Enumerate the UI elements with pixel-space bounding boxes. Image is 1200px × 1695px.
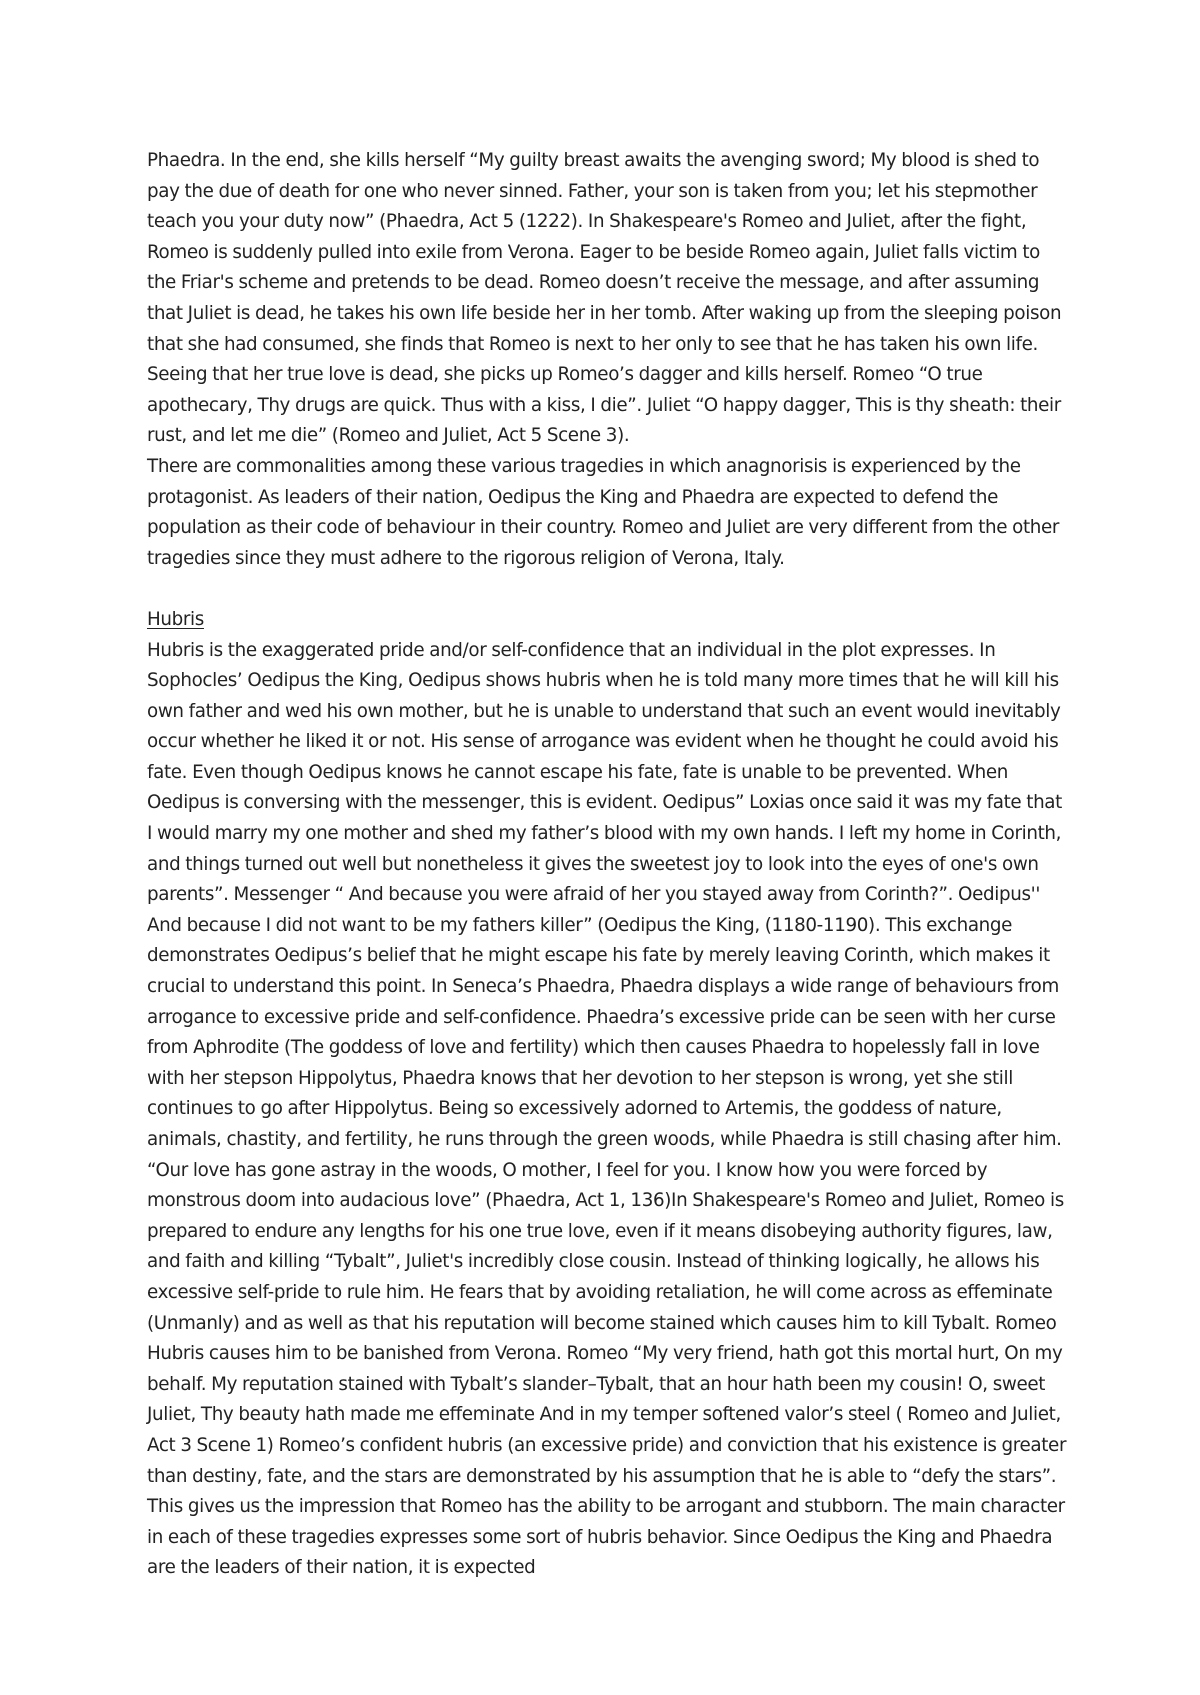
paragraph-commonalities: There are commonalities among these various tragedies in which anagnorisis is experienced by the protagonist. As leaders of their nation, Oedipus the King and Phaedra are expected to defend the population as their code of behaviour in their country. Romeo and Juliet are very different from the other tragedies since they must adhere to the rigorous religion of Verona, Italy. [147,455,1060,569]
paragraph-spacer [147,574,1069,605]
paragraph-hubris: Hubris is the exaggerated pride and/or self-confidence that an individual in the plot expresses. In Sophocles’ Oedipus the King, Oedipus shows hubris when he is told many more times that he will kill his own father and wed his own mother, but he is unable to understand that such an event would inevitably occur whether he liked it or not. His sense of arrogance was evident when he thought he could avoid his fate. Even though Oedipus knows he cannot escape his fate, fate is unable to be prevented. When Oedipus is conversing with the messenger, this is evident. Oedipus” Loxias once said it was my fate that I would marry my one mother and shed my father’s blood with my own hands. I left my home in Corinth, and things turned out well but nonetheless it gives the sweetest joy to look into the eyes of one's own parents”. Messenger “ And because you were afraid of her you stayed away from Corinth?”. Oedipus'' And because I did not want to be my fathers killer” (Oedipus the King, (1180-1190). This exchange demonstrates Oedipus’s belief that he might escape his fate by merely leaving Corinth, which makes it crucial to understand this point. In Seneca’s Phaedra, Phaedra displays a wide range of behaviours from arrogance to excessive pride and self-confidence. Phaedra’s excessive pride can be seen with her curse from Aphrodite (The goddess of love and fertility) which then causes Phaedra to hopelessly fall in love with her stepson Hippolytus, Phaedra knows that her devotion to her stepson is wrong, yet she still continues to go after Hippolytus. Being so excessively adorned to Artemis, the goddess of nature, animals, chastity, and fertility, he runs through the green woods, while Phaedra is still chasing after him. “Our love has gone astray in the woods, O mother, I feel for you. I know how you were forced by monstrous doom into audacious love” (Phaedra, Act 1, 136)In Shakespeare's Romeo and Juliet, Romeo is prepared to endure any lengths for his one true love, even if it means disobeying authority figures, law, and faith and killing “Tybalt”, Juliet's incredibly close cousin. Instead of thinking logically, he allows his excessive self-pride to rule him. He fears that by avoiding retaliation, he will come across as effeminate (Unmanly) and as well as that his reputation will become stained which causes him to kill Tybalt. Romeo Hubris causes him to be banished from Verona. Romeo “My very friend, hath got this mortal hurt, On my behalf. My reputation stained with Tybalt’s slander–Tybalt, that an hour hath been my cousin! O, sweet Juliet, Thy beauty hath made me effeminate And in my temper softened valor’s steel ( Romeo and Juliet, Act 3 Scene 1) Romeo’s confident hubris (an excessive pride) and conviction that his existence is greater than destiny, fate, and the stars are demonstrated by his assumption that he is able to “defy the stars”. This gives us the impression that Romeo has the ability to be arrogant and stubborn. The main character in each of these tragedies expresses some sort of hubris behavior. Since Oedipus the King and Phaedra are the leaders of their nation, it is expected [147,639,1067,1579]
document-body [147,146,1069,1584]
paragraph-phaedra-romeo-deaths: Phaedra. In the end, she kills herself “My guilty breast awaits the avenging sword; My blood is shed to pay the due of death for one who never sinned. Father, your son is taken from you; let his stepmother teach you your duty now” (Phaedra, Act 5 (1222). In Shakespeare's Romeo and Juliet, after the fight, Romeo is suddenly pulled into exile from Verona. Eager to be beside Romeo again, Juliet falls victim to the Friar's scheme and pretends to be dead. Romeo doesn’t receive the message, and after assuming that Juliet is dead, he takes his own life beside her in her tomb. After waking up from the sleeping poison that she had consumed, she finds that Romeo is next to her only to see that he has taken his own life. Seeing that her true love is dead, she picks up Romeo’s dagger and kills herself. Romeo “O true apothecary, Thy drugs are quick. Thus with a kiss, I die”. Juliet “O happy dagger, This is thy sheath: their rust, and let me die” (Romeo and Juliet, Act 5 Scene 3). [147,150,1062,447]
section-heading-hubris: Hubris [147,608,204,630]
